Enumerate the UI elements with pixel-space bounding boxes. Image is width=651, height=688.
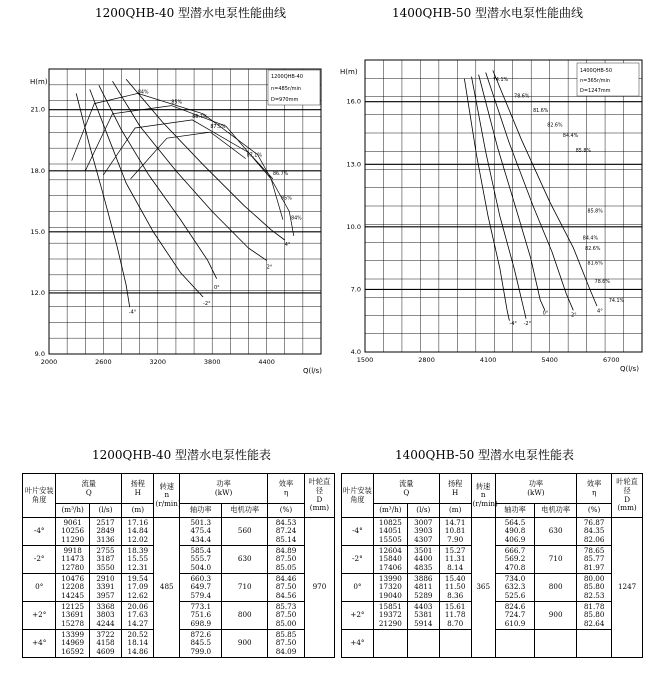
y-tick-label: 18.0 xyxy=(30,166,45,175)
efficiency-label: 81.6% xyxy=(587,261,603,267)
cell-angle: +2° xyxy=(342,602,374,630)
cell-flow-m3h: 9061 10256 11290 xyxy=(56,518,89,546)
cell-shaft-power: 585.4 555.7 504.0 xyxy=(180,546,222,574)
cell-motor-power: 900 xyxy=(535,602,577,630)
y-axis-label: H(m) xyxy=(340,68,358,76)
cell-angle: 0° xyxy=(342,574,374,602)
cell-efficiency: 76.87 84.35 82.06 xyxy=(577,518,612,546)
efficiency-label: 87.5% xyxy=(210,125,226,131)
cell-shaft-power: 734.0 632.3 525.6 xyxy=(495,574,535,602)
efficiency-label: 85% xyxy=(281,196,292,202)
blade-angle-label: 4° xyxy=(597,308,603,315)
x-tick-label: 1500 xyxy=(356,356,374,364)
cell-shaft-power: 773.1 751.6 698.9 xyxy=(180,602,222,630)
cell-flow-ls: 4403 5381 5914 xyxy=(407,602,439,630)
cell-shaft-power: 564.5 490.8 406.9 xyxy=(495,518,535,546)
col-flow: 流量 Q xyxy=(373,474,439,504)
col-diameter: 叶轮直径 D (mm) xyxy=(612,474,643,518)
col-eff: 效率 η xyxy=(268,474,305,504)
legend-speed: n=485r/min xyxy=(271,86,302,92)
x-axis-label: Q(l/s) xyxy=(620,365,639,373)
legend-diameter: D=970mm xyxy=(271,97,299,103)
cell-flow-m3h xyxy=(373,630,407,658)
cell-angle: -4° xyxy=(342,518,374,546)
cell-head: 15.61 11.78 8.70 xyxy=(439,602,471,630)
col-diameter: 叶轮直径 D (mm) xyxy=(304,474,334,518)
cell-flow-m3h: 12604 15840 17406 xyxy=(373,546,407,574)
y-tick-label: 15.0 xyxy=(30,227,45,236)
legend-model: 1200QHB-40 xyxy=(271,74,304,80)
cell-motor-power: 630 xyxy=(222,546,268,574)
cell-flow-ls: 2517 2849 3136 xyxy=(89,518,121,546)
cell-head xyxy=(439,630,471,658)
y-tick-label: 21.0 xyxy=(30,105,45,114)
blade-angle-label: -4° xyxy=(509,320,517,327)
chart-legend xyxy=(580,68,612,94)
chart-legend xyxy=(271,74,303,103)
efficiency-label: 84% xyxy=(291,216,302,222)
efficiency-contour xyxy=(72,93,294,236)
efficiency-label: 85% xyxy=(171,100,183,106)
cell-angle: +4° xyxy=(23,630,56,658)
cell-head: 18.39 15.55 12.31 xyxy=(122,546,154,574)
cell-head: 17.16 14.84 12.02 xyxy=(122,518,154,546)
efficiency-label: 85.8% xyxy=(575,148,591,154)
cell-speed: 365 xyxy=(471,518,495,658)
legend-model: 1400QHB-50 xyxy=(580,68,613,74)
cell-angle: -2° xyxy=(23,546,56,574)
cell-efficiency: 84.89 87.50 85.05 xyxy=(268,546,305,574)
col-eff: 效率 η xyxy=(577,474,612,504)
col-speed: 转速 n (r/min) xyxy=(471,474,495,518)
x-tick-label: 4400 xyxy=(258,358,275,366)
cell-flow-m3h: 10476 12208 14245 xyxy=(56,574,89,602)
cell-flow-ls: 2910 3391 3957 xyxy=(89,574,121,602)
cell-angle: 0° xyxy=(23,574,56,602)
efficiency-label: 86.7% xyxy=(272,171,289,177)
cell-efficiency: 84.46 87.50 84.56 xyxy=(268,574,305,602)
cell-flow-m3h: 9918 11473 12780 xyxy=(56,546,89,574)
efficiency-label: 84% xyxy=(137,90,149,96)
cell-efficiency: 81.78 85.80 82.64 xyxy=(577,602,612,630)
cell-flow-ls: 3722 4158 4609 xyxy=(89,630,121,658)
y-axis-label: H(m) xyxy=(30,78,48,86)
blade-angle-label: 2° xyxy=(570,312,577,319)
col-motor-power: 电机功率 xyxy=(535,504,577,518)
cell-motor-power: 710 xyxy=(535,546,577,574)
chart-title-left: 1200QHB-40 型潜水电泵性能曲线 xyxy=(95,6,287,20)
cell-shaft-power: 501.3 475.4 434.4 xyxy=(180,518,222,546)
efficiency-label: 85.8% xyxy=(587,209,603,215)
cell-motor-power: 630 xyxy=(535,518,577,546)
cell-motor-power: 900 xyxy=(222,630,268,658)
col-shaft-power: 轴功率 xyxy=(495,504,535,518)
col-motor-power: 电机功率 xyxy=(222,504,268,518)
h-q-curve xyxy=(486,73,574,311)
cell-flow-m3h: 13990 17320 19040 xyxy=(373,574,407,602)
cell-flow-m3h: 12125 13691 15278 xyxy=(56,602,89,630)
cell-angle: -4° xyxy=(23,518,56,546)
col-flow-m3h: (m³/h) xyxy=(56,504,89,518)
cell-motor-power: 560 xyxy=(222,518,268,546)
x-tick-label: 5400 xyxy=(541,356,558,364)
cell-efficiency: 85.73 87.50 85.00 xyxy=(268,602,305,630)
efficiency-label: 74.1% xyxy=(608,298,625,304)
col-flow: 流量 Q xyxy=(56,474,122,504)
col-head-unit: (m) xyxy=(439,504,471,518)
cell-flow-ls: 3368 3803 4244 xyxy=(89,602,121,630)
legend-speed: n=365r/min xyxy=(580,78,611,84)
cell-shaft-power: 824.6 724.7 610.9 xyxy=(495,602,535,630)
cell-shaft-power xyxy=(495,630,535,658)
cell-shaft-power: 660.3 649.7 579.4 xyxy=(180,574,222,602)
cell-head: 20.52 18.14 14.86 xyxy=(122,630,154,658)
table-row xyxy=(23,518,335,546)
col-flow-m3h: (m³/h) xyxy=(373,504,407,518)
efficiency-label: 87.1% xyxy=(246,153,262,159)
blade-angle-label: 0° xyxy=(542,310,549,317)
performance-chart-1400qhb xyxy=(330,0,651,380)
cell-head: 19.54 17.09 12.62 xyxy=(122,574,154,602)
col-eff-unit: (%) xyxy=(268,504,305,518)
h-q-curve xyxy=(472,77,527,319)
blade-angle-label: 4° xyxy=(284,242,291,249)
efficiency-label: 74.1% xyxy=(492,77,509,83)
col-head-unit: (m) xyxy=(122,504,154,518)
efficiency-label: 78.6% xyxy=(594,280,610,286)
blade-angle-label: 2° xyxy=(266,264,273,271)
cell-efficiency: 85.85 87.50 84.09 xyxy=(268,630,305,658)
cell-diameter: 970 xyxy=(304,518,334,658)
blade-angle-label: -2° xyxy=(523,320,532,327)
blade-angle-label: 0° xyxy=(214,284,220,291)
y-tick-label: 12.0 xyxy=(30,288,45,297)
x-axis-label: Q(l/s) xyxy=(303,367,322,375)
y-tick-label: 13.0 xyxy=(346,160,361,169)
chart-title-right: 1400QHB-50 型潜水电泵性能曲线 xyxy=(392,6,584,20)
x-tick-label: 4100 xyxy=(479,356,497,364)
cell-flow-m3h: 15851 19372 21290 xyxy=(373,602,407,630)
efficiency-label: 81.6% xyxy=(533,109,549,115)
legend-diameter: D=1247mm xyxy=(580,88,611,94)
x-tick-label: 2000 xyxy=(40,358,58,366)
cell-flow-ls: 3501 4400 4835 xyxy=(407,546,439,574)
h-q-curve xyxy=(493,70,597,306)
col-angle: 叶片安装角度 xyxy=(342,474,374,518)
cell-flow-ls xyxy=(407,630,439,658)
cell-angle: +4° xyxy=(342,630,374,658)
x-tick-label: 2600 xyxy=(95,358,112,366)
table-title-right: 1400QHB-50 型潜水电泵性能表 xyxy=(395,448,575,462)
cell-diameter: 1247 xyxy=(612,518,643,658)
efficiency-contour xyxy=(131,132,246,179)
table-row xyxy=(342,518,643,546)
cell-flow-ls: 3007 3903 4307 xyxy=(407,518,439,546)
cell-shaft-power: 872.6 845.5 799.0 xyxy=(180,630,222,658)
col-head: 扬程 H xyxy=(439,474,471,504)
h-q-curve xyxy=(126,79,285,240)
cell-motor-power: 710 xyxy=(222,574,268,602)
y-tick-label: 4.0 xyxy=(350,348,361,356)
cell-head: 14.71 10.81 7.90 xyxy=(439,518,471,546)
efficiency-label: 82.6% xyxy=(585,246,601,252)
col-head: 扬程 H xyxy=(122,474,154,504)
y-tick-label: 10.0 xyxy=(346,222,361,231)
col-eff-unit: (%) xyxy=(577,504,612,518)
col-flow-ls: (l/s) xyxy=(89,504,121,518)
y-tick-label: 7.0 xyxy=(350,285,361,294)
col-speed: 转速 n (r/min) xyxy=(154,474,180,518)
col-shaft-power: 轴功率 xyxy=(180,504,222,518)
cell-head: 15.40 11.50 8.36 xyxy=(439,574,471,602)
x-tick-label: 2800 xyxy=(418,356,435,364)
cell-motor-power xyxy=(535,630,577,658)
x-tick-label: 3200 xyxy=(149,358,167,366)
performance-table-1400qhb xyxy=(341,473,643,658)
cell-efficiency: 80.00 85.80 82.53 xyxy=(577,574,612,602)
efficiency-label: 86.7% xyxy=(192,114,208,120)
performance-chart-1200qhb xyxy=(0,0,330,380)
cell-motor-power: 800 xyxy=(535,574,577,602)
col-power: 功率 (kW) xyxy=(180,474,268,504)
table-title-left: 1200QHB-40 型潜水电泵性能表 xyxy=(92,448,272,462)
blade-angle-label: -2° xyxy=(203,301,211,308)
cell-motor-power: 800 xyxy=(222,602,268,630)
blade-angle-label: -4° xyxy=(128,309,137,316)
cell-angle: +2° xyxy=(23,602,56,630)
cell-flow-m3h: 13399 14969 16592 xyxy=(56,630,89,658)
efficiency-label: 84.4% xyxy=(582,236,599,242)
cell-flow-ls: 2755 3187 3550 xyxy=(89,546,121,574)
cell-efficiency: 84.53 87.24 85.14 xyxy=(268,518,305,546)
y-tick-label: 16.0 xyxy=(346,97,361,106)
col-angle: 叶片安装角度 xyxy=(23,474,56,518)
cell-efficiency xyxy=(577,630,612,658)
x-tick-label: 3800 xyxy=(203,358,221,366)
efficiency-label: 78.6% xyxy=(514,94,530,100)
cell-head: 20.06 17.63 14.27 xyxy=(122,602,154,630)
efficiency-label: 84.4% xyxy=(562,134,579,140)
h-q-curve xyxy=(464,79,509,321)
y-tick-label: 9.0 xyxy=(34,350,45,358)
col-power: 功率 (kW) xyxy=(495,474,576,504)
cell-angle: -2° xyxy=(342,546,374,574)
efficiency-contour xyxy=(85,106,283,220)
x-tick-label: 6700 xyxy=(602,356,620,364)
cell-speed: 485 xyxy=(154,518,180,658)
cell-flow-ls: 3886 4811 5289 xyxy=(407,574,439,602)
col-flow-ls: (l/s) xyxy=(407,504,439,518)
performance-table-1200qhb xyxy=(22,473,335,658)
cell-shaft-power: 666.7 569.2 470.8 xyxy=(495,546,535,574)
cell-efficiency: 78.65 85.77 81.97 xyxy=(577,546,612,574)
cell-head: 15.27 11.31 8.14 xyxy=(439,546,471,574)
cell-flow-m3h: 10825 14051 15505 xyxy=(373,518,407,546)
efficiency-label: 82.6% xyxy=(547,123,563,129)
